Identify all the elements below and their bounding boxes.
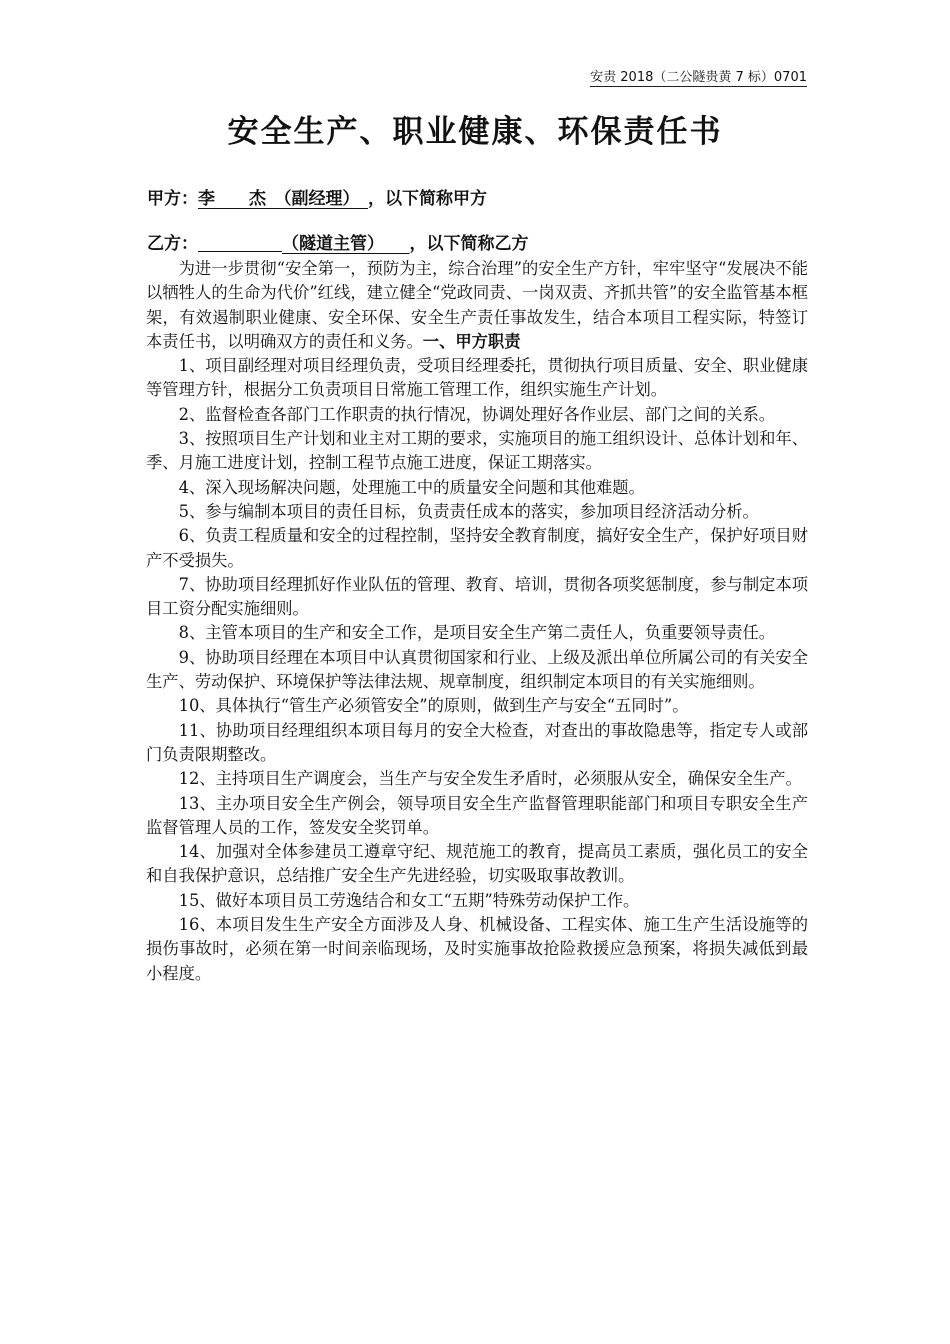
party-a-suffix: ，以下简称甲方 [368,189,487,209]
duty-item: 5、参与编制本项目的责任目标，负责责任成本的落实，参加项目经济活动分析。 [178,501,759,521]
party-b-suffix: ，以下简称乙方 [409,234,529,254]
intro-paragraph: 为进一步贯彻“安全第一，预防为主，综合治理”的安全生产方针，牢牢坚守“发展决不能以牺牲人的生命为代价”红线，建立健全“党政同责、一岗双责、齐抓共管”的安全监管基本框架，有效遏制职业健康、安全环保、安全生产责任事故发生，结合本项目工程实际，特签订本责任书，以明确双方的责任和义务。一、甲方职责 [146,259,808,351]
duty-item: 13、主办项目安全生产例会，领导项目安全生产监督管理职能部门和项目专职安全生产监督管理人员的工作，签发安全奖罚单。 [146,793,808,837]
duty-item: 10、具体执行“管生产必须管安全”的原则，做到生产与安全“五同时”。 [178,696,689,716]
duty-item: 9、协助项目经理在本项目中认真贯彻国家和行业、上级及派出单位所属公司的有关安全生产、劳动保护、环境保护等法律法规、规章制度，组织制定本项目的有关实施细则。 [146,647,808,692]
duty-item: 6、负责工程质量和安全的过程控制，坚持安全教育制度，搞好安全生产，保护好项目财产不受损失。 [146,526,808,570]
duty-item: 2、监督检查各部门工作职责的执行情况，协调处理好各作业层、部门之间的关系。 [178,404,776,424]
party-b-label: 乙方： [147,234,198,254]
duty-item: 16、本项目发生生产安全方面涉及人身、机械设备、工程实体、施工生产生活设施等的损伤事故时，必须在第一时间亲临现场，及时实施事故抢险救援应急预案，将损失减低到最小程度。 [146,915,808,983]
duty-item: 1、项目副经理对项目经理负责，受项目经理委托，贯彻执行项目质量、安全、职业健康等管理方针，根据分工负责项目日常施工管理工作，组织实施生产计划。 [146,356,808,400]
duty-item: 7、协助项目经理抓好作业队伍的管理、教育、培训，贯彻各项奖惩制度，参与制定本项目工资分配实施细则。 [146,574,808,619]
section-heading-party-a: 一、甲方职责 [422,331,521,351]
party-a-name: 李 杰 （副经理） [198,189,351,209]
duty-item: 14、加强对全体参建员工遵章守纪、规范施工的教育，提高员工素质，强化员工的安全和自我保护意识，总结推广安全生产先进经验，切实吸取事故教训。 [146,842,808,886]
party-a-label: 甲方： [147,189,198,209]
duty-item: 3、按照项目生产计划和业主对工期的要求，实施项目的施工组织设计、总体计划和年、季、月施工进度计划，控制工程节点施工进度，保证工期落实。 [146,429,808,473]
party-b-name-blank [198,233,282,252]
document-title: 安全生产、职业健康、环保责任书 [227,114,723,150]
duty-item: 11、协助项目经理组织本项目每月的安全大检查，对查出的事故隐患等，指定专人或部门负责限期整改。 [146,720,808,764]
document-reference-code: 安责 2018（二公隧贵黄 7 标）0701 [590,66,807,87]
duty-item: 12、主持项目生产调度会，当生产与安全发生矛盾时，必须服从安全，确保安全生产。 [178,769,802,789]
duty-item: 4、深入现场解决问题，处理施工中的质量安全问题和其他难题。 [178,477,645,497]
party-a-line [147,184,487,209]
duty-item: 15、做好本项目员工劳逸结合和女工“五期”特殊劳动保护工作。 [178,890,640,910]
duty-item: 8、主管本项目的生产和安全工作，是项目安全生产第二责任人，负重要领导责任。 [178,623,776,643]
party-b-line [147,229,529,254]
document-body [146,257,808,986]
party-b-role: （隧道主管） [282,234,376,254]
